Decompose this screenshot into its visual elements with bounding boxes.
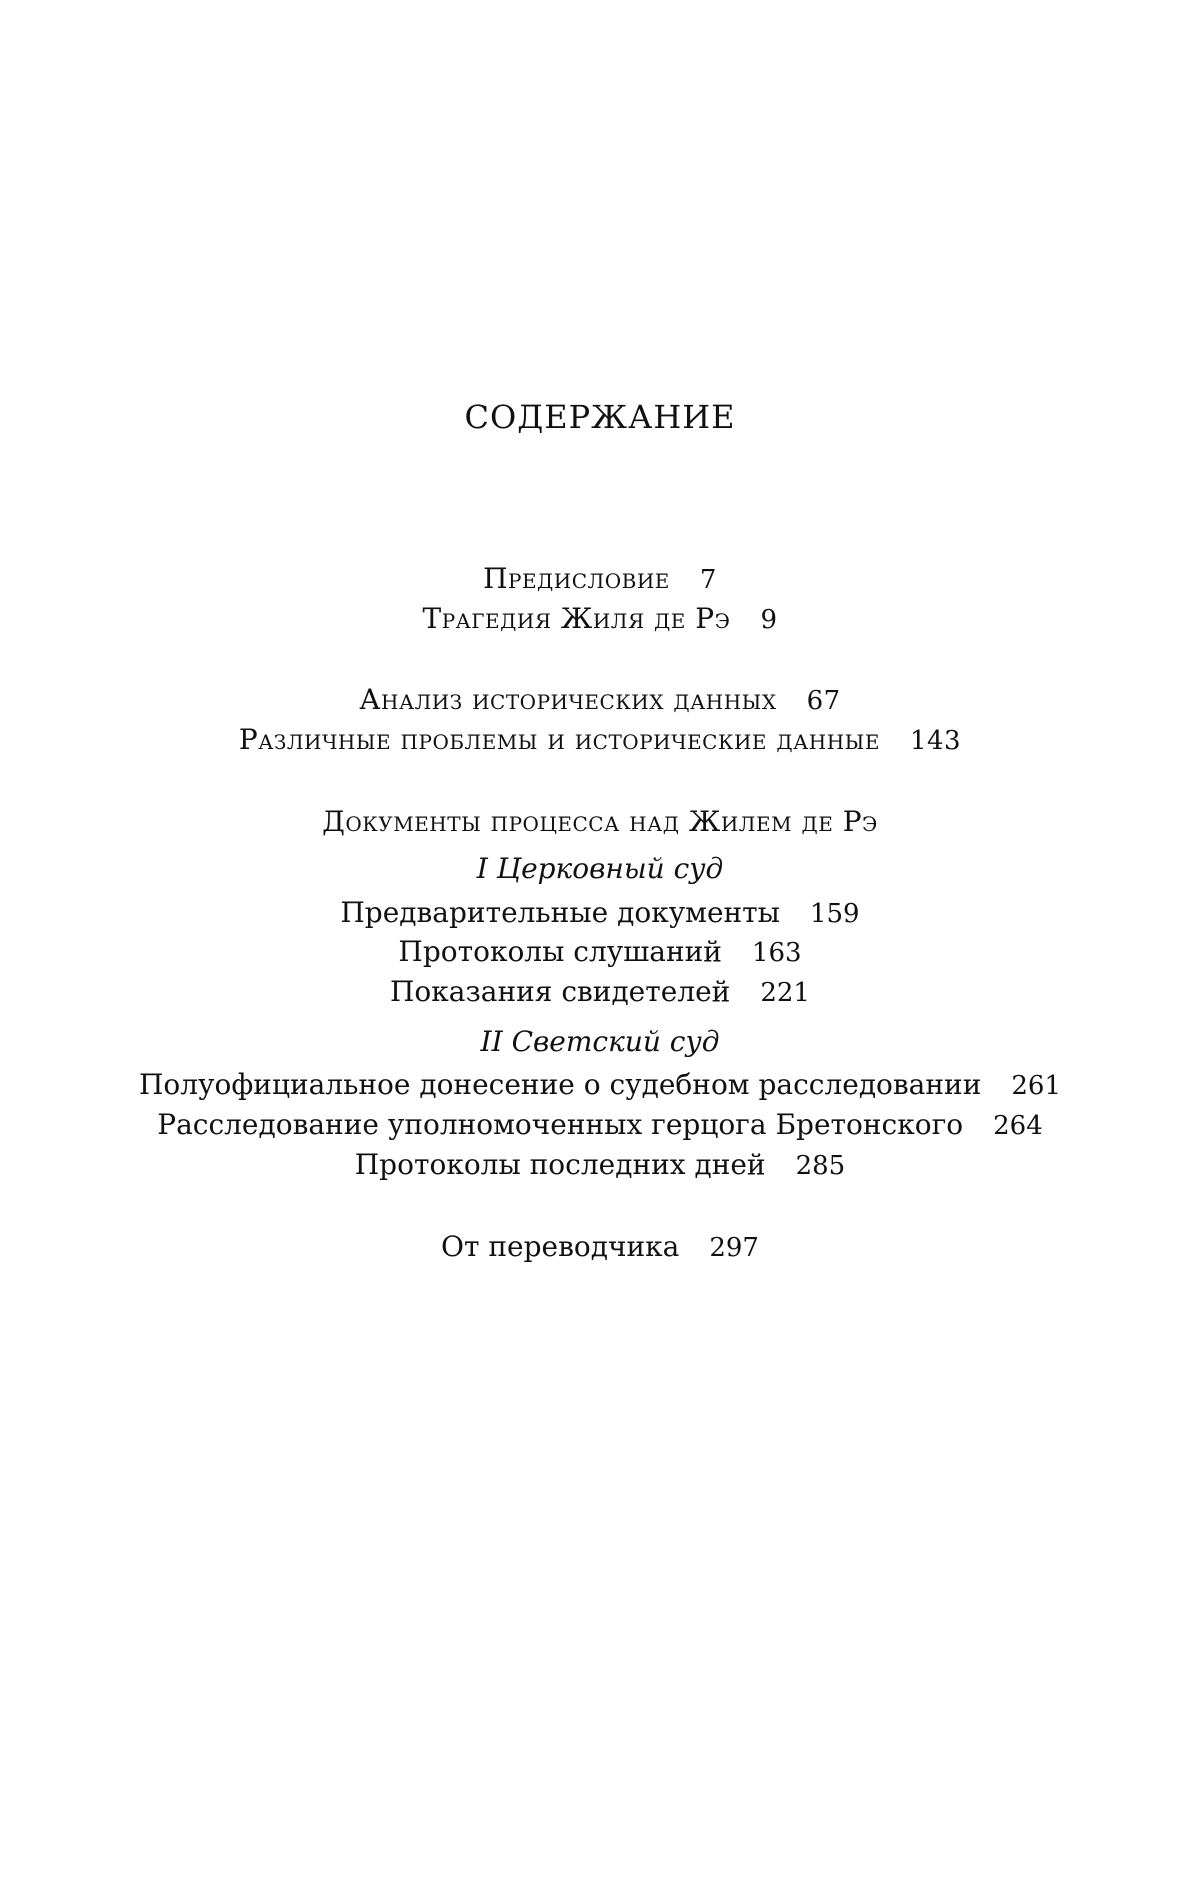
toc-entry-label: Различные проблемы и исторические данные	[238, 723, 880, 756]
toc-subsection-church	[0, 852, 1200, 886]
toc-entry-analysis	[0, 683, 1200, 718]
toc-subsection-heading: I Церковный суд	[476, 852, 724, 885]
toc-entry-preliminary	[0, 896, 1200, 931]
toc-entry-page: 261	[1011, 1071, 1062, 1101]
toc-entry-label: Предварительные документы	[340, 896, 780, 929]
toc-entry-page: 143	[909, 726, 962, 756]
toc-entry-page: 163	[751, 938, 802, 968]
toc-entry-last-days	[0, 1148, 1200, 1183]
toc-entry-page: 264	[993, 1111, 1043, 1141]
toc-entry-investigation	[0, 1108, 1200, 1143]
toc-entry-page: 7	[699, 565, 717, 595]
toc-entry-label: Расследование уполномоченных герцога Бретонского	[157, 1108, 964, 1141]
toc-entry-page: 285	[795, 1151, 846, 1181]
toc-entry-problems	[0, 723, 1200, 758]
toc-entry-page: 159	[809, 899, 860, 929]
toc-entry-preface	[0, 562, 1200, 597]
toc-entry-label: Полуофициальное донесение о судебном расследовании	[138, 1068, 982, 1101]
toc-entry-page: 67	[806, 686, 841, 716]
toc-entry-page: 221	[760, 978, 810, 1008]
toc-entry-label: Показания свидетелей	[390, 975, 731, 1008]
toc-entry-label: От переводчика	[441, 1230, 680, 1263]
toc-entry-label: Анализ исторических данных	[359, 683, 777, 716]
toc-entry-page: 9	[760, 605, 778, 635]
toc-section-documents	[0, 805, 1200, 839]
toc-section-heading: Документы процесса над Жилем де Рэ	[322, 805, 878, 838]
toc-entry-page: 297	[709, 1233, 759, 1263]
toc-subsection-secular	[0, 1025, 1200, 1059]
toc-entry-witnesses	[0, 975, 1200, 1010]
toc-entry-translator	[0, 1230, 1200, 1265]
toc-title: СОДЕРЖАНИЕ	[464, 398, 736, 436]
toc-entry-tragedy	[0, 602, 1200, 637]
toc-entry-report	[0, 1068, 1200, 1103]
toc-entry-hearings	[0, 935, 1200, 970]
toc-entry-label: Предисловие	[483, 562, 670, 595]
toc-entry-label: Протоколы слушаний	[398, 935, 722, 968]
toc-entry-label: Протоколы последних дней	[354, 1148, 766, 1181]
toc-subsection-heading: II Светский суд	[480, 1025, 720, 1058]
toc-entry-label: Трагедия Жиля де Рэ	[422, 602, 731, 635]
